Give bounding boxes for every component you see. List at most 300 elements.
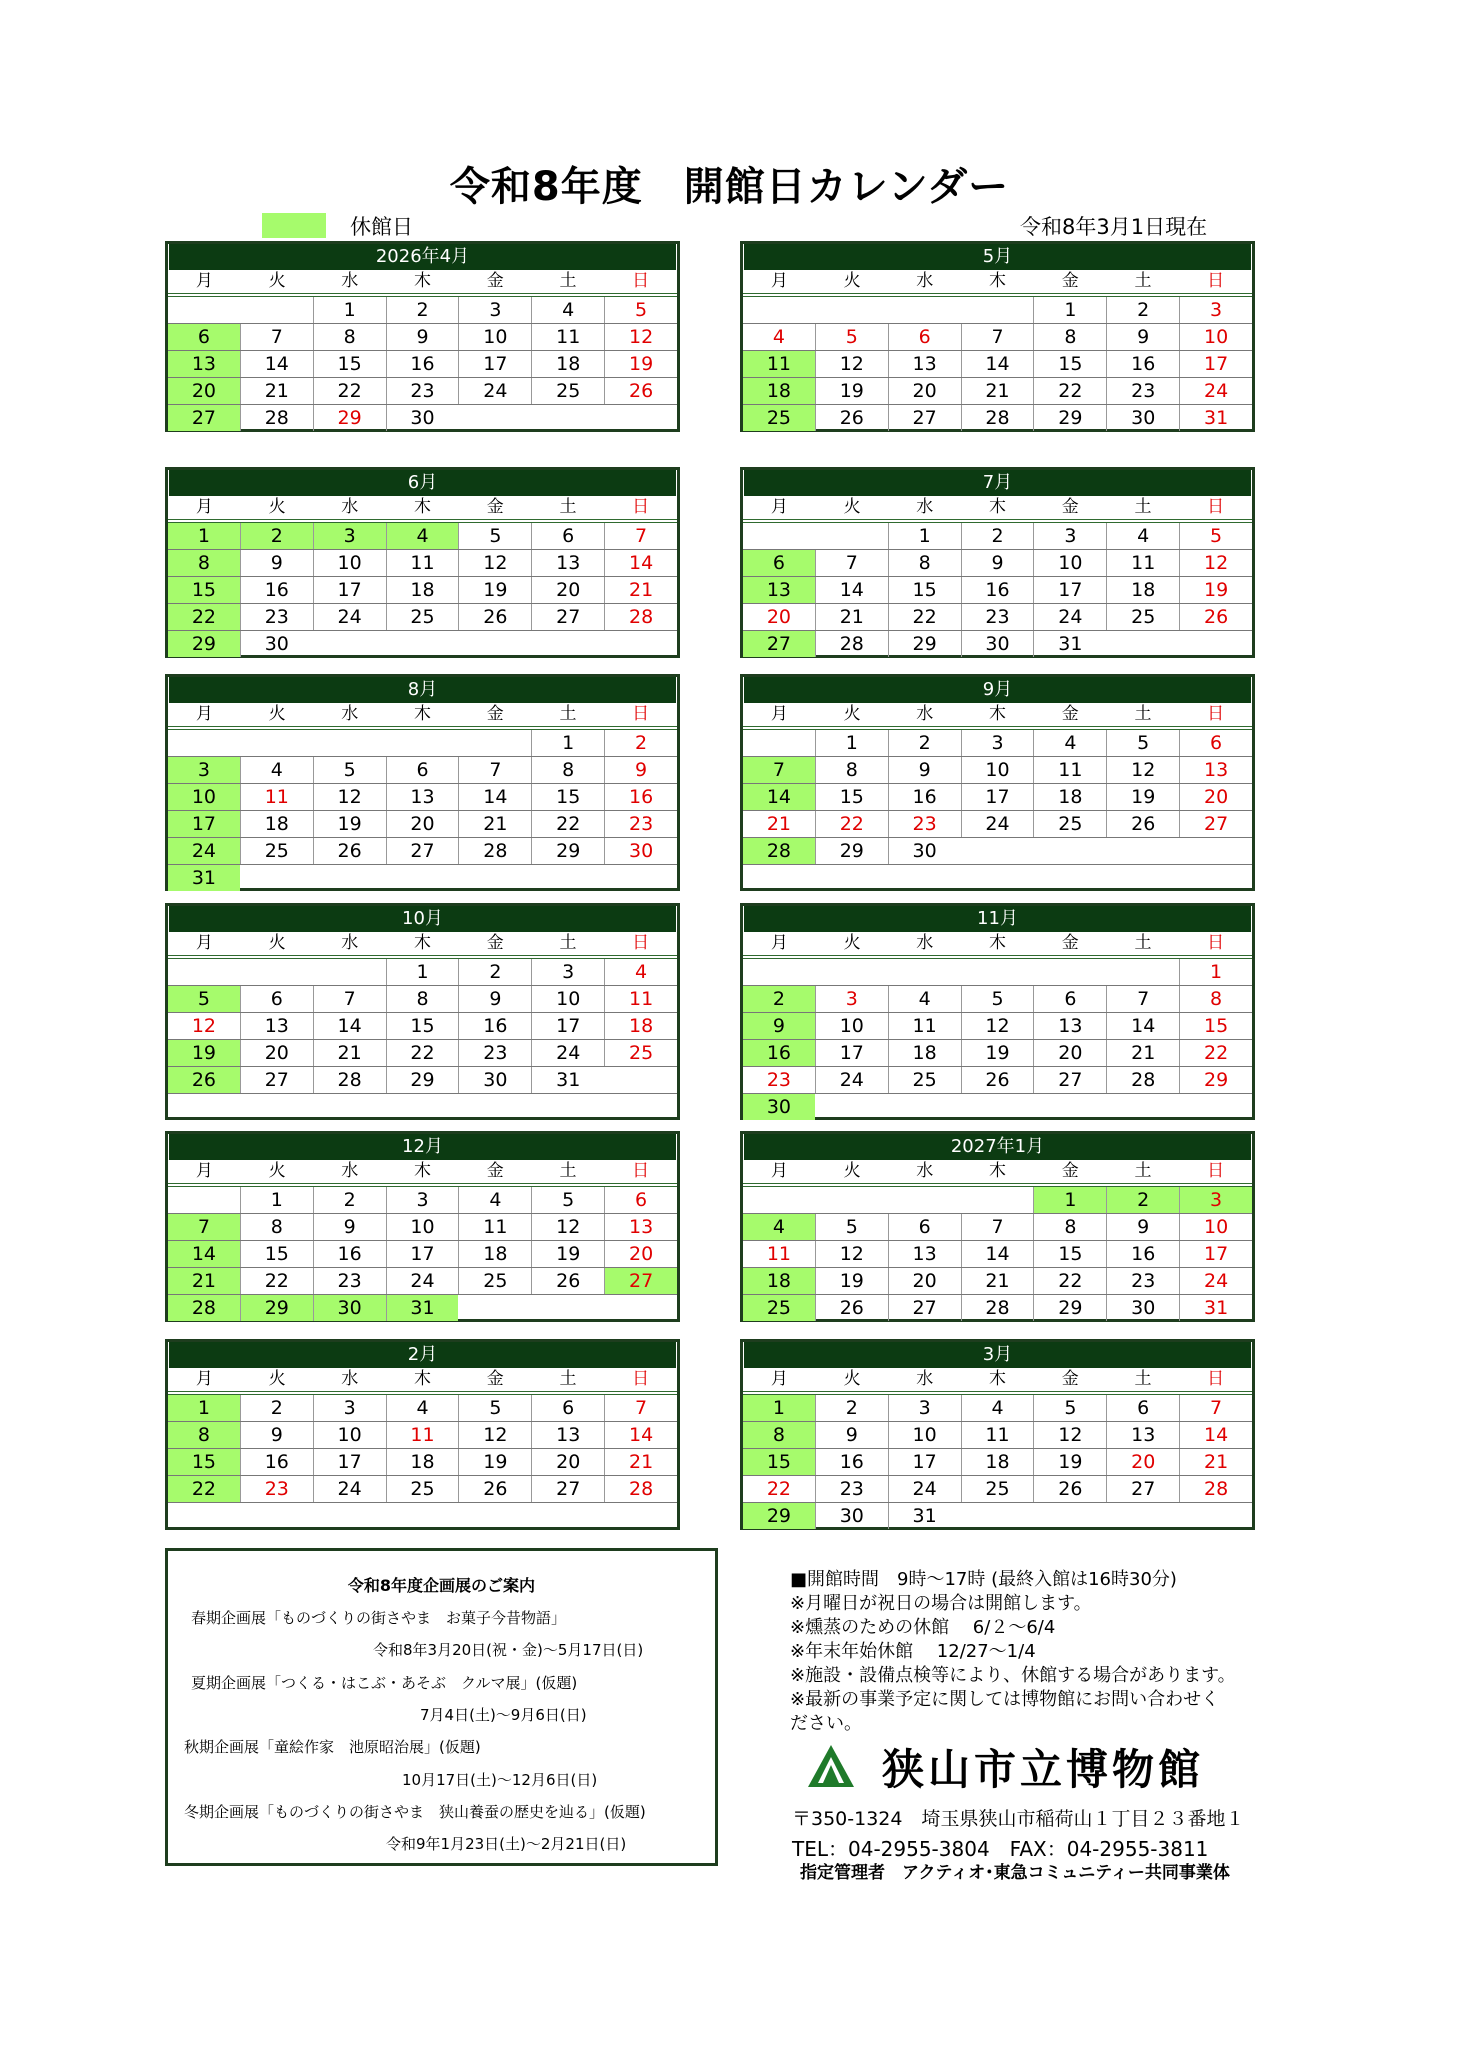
- day-cell: 27: [888, 405, 961, 431]
- day-cell: 30: [313, 1295, 386, 1321]
- weekday-label: 火: [843, 933, 861, 953]
- day-cell: 9: [458, 986, 531, 1012]
- day-cell: 8: [313, 324, 386, 350]
- weekday-label: 土: [1134, 497, 1152, 517]
- month-title: 9月: [744, 677, 1251, 703]
- day-cell: 5: [168, 986, 240, 1012]
- day-cell: 8: [531, 757, 604, 783]
- weekday-label: 月: [195, 271, 213, 291]
- day-cell: 12: [604, 324, 677, 350]
- day-cell: 16: [743, 1040, 815, 1066]
- museum-name: 狭山市立博物館: [882, 1745, 1205, 1794]
- day-cell: 5: [458, 523, 531, 549]
- day-cell: 13: [1106, 1422, 1179, 1448]
- empty-day-cell: [961, 1094, 1034, 1120]
- weekday-label: 水: [916, 497, 934, 517]
- note-item: ださい。: [790, 1713, 862, 1734]
- weekday-label: 日: [1207, 1161, 1225, 1181]
- weekday-label: 火: [268, 497, 286, 517]
- exhibition-winter-name: 冬期企画展「ものづくりの街さやま 狭山養蚕の歴史を辿る」(仮題): [184, 1803, 646, 1821]
- weekday-header: [168, 496, 677, 523]
- day-cell: 1: [168, 523, 240, 549]
- day-cell: 3: [313, 523, 386, 549]
- day-cell: 3: [313, 1395, 386, 1421]
- day-cell: 29: [743, 1503, 815, 1529]
- week-row: [168, 523, 677, 549]
- empty-day-cell: [961, 959, 1034, 985]
- weekday-label: 水: [916, 1369, 934, 1389]
- empty-day-cell: [604, 631, 677, 657]
- weekday-label: 水: [341, 704, 359, 724]
- day-cell: 20: [1033, 1040, 1106, 1066]
- day-cell: 9: [1106, 1214, 1179, 1240]
- day-cell: 25: [604, 1040, 677, 1066]
- day-cell: 22: [815, 811, 888, 837]
- empty-day-cell: [1106, 631, 1179, 657]
- week-row: [743, 1187, 1252, 1213]
- week-row: [168, 404, 677, 431]
- week-row: [168, 1213, 677, 1240]
- day-cell: 6: [1106, 1395, 1179, 1421]
- day-cell: 28: [240, 405, 313, 431]
- day-cell: 30: [604, 838, 677, 864]
- day-cell: 25: [1106, 604, 1179, 630]
- day-cell: 13: [386, 784, 459, 810]
- month-calendar: [740, 467, 1255, 658]
- day-cell: 9: [386, 324, 459, 350]
- empty-day-cell: [168, 297, 240, 323]
- day-cell: 1: [1033, 1187, 1106, 1213]
- day-cell: 18: [386, 577, 459, 603]
- day-cell: 22: [888, 604, 961, 630]
- day-cell: 1: [1033, 297, 1106, 323]
- day-cell: 25: [458, 1268, 531, 1294]
- empty-day-cell: [458, 631, 531, 657]
- day-cell: 6: [168, 324, 240, 350]
- empty-day-cell: [313, 959, 386, 985]
- day-cell: 24: [1033, 604, 1106, 630]
- day-cell: 24: [961, 811, 1034, 837]
- day-cell: 16: [240, 577, 313, 603]
- day-cell: 15: [168, 577, 240, 603]
- day-cell: 27: [386, 838, 459, 864]
- day-cell: 20: [888, 1268, 961, 1294]
- exhibition-autumn-dates: 10月17日(土)～12月6日(日): [402, 1771, 598, 1789]
- day-cell: 10: [1179, 1214, 1252, 1240]
- week-row: [743, 756, 1252, 783]
- empty-day-cell: [1106, 959, 1179, 985]
- empty-day-cell: [386, 1503, 459, 1529]
- day-cell: 29: [386, 1067, 459, 1093]
- weekday-header: [168, 932, 677, 959]
- day-cell: 23: [458, 1040, 531, 1066]
- weekday-label: 火: [268, 271, 286, 291]
- week-row: [743, 1066, 1252, 1093]
- day-cell: 5: [313, 757, 386, 783]
- day-cell: 20: [604, 1241, 677, 1267]
- day-cell: 12: [1106, 757, 1179, 783]
- day-cell: 11: [888, 1013, 961, 1039]
- empty-day-cell: [888, 959, 961, 985]
- day-cell: 10: [1179, 324, 1252, 350]
- week-row: [168, 985, 677, 1012]
- day-cell: 14: [313, 1013, 386, 1039]
- month-title: 5月: [744, 244, 1251, 270]
- day-cell: 8: [240, 1214, 313, 1240]
- week-row: [743, 323, 1252, 350]
- exhibition-summer-name: 夏期企画展「つくる・はこぶ・あそぶ クルマ展」(仮題): [191, 1674, 578, 1692]
- day-cell: 25: [743, 1295, 815, 1321]
- day-cell: 6: [240, 986, 313, 1012]
- day-cell: 29: [1179, 1067, 1252, 1093]
- empty-day-cell: [168, 1503, 240, 1529]
- day-cell: 19: [1179, 577, 1252, 603]
- weekday-header: [168, 1160, 677, 1187]
- day-cell: 16: [386, 351, 459, 377]
- weekday-label: 金: [486, 271, 504, 291]
- empty-day-cell: [1179, 838, 1252, 864]
- day-cell: 9: [313, 1214, 386, 1240]
- month-title: 11月: [744, 906, 1251, 932]
- day-cell: 11: [458, 1214, 531, 1240]
- day-cell: 5: [604, 297, 677, 323]
- day-cell: 15: [1033, 351, 1106, 377]
- day-cell: 31: [386, 1295, 459, 1321]
- empty-day-cell: [1106, 838, 1179, 864]
- day-cell: 13: [888, 1241, 961, 1267]
- day-cell: 4: [240, 757, 313, 783]
- empty-day-cell: [815, 1187, 888, 1213]
- day-cell: 24: [313, 604, 386, 630]
- day-cell: 12: [815, 1241, 888, 1267]
- empty-day-cell: [458, 730, 531, 756]
- weekday-label: 火: [268, 704, 286, 724]
- day-cell: 13: [604, 1214, 677, 1240]
- weekday-header: [743, 703, 1252, 730]
- day-cell: 20: [888, 378, 961, 404]
- empty-day-cell: [1033, 1503, 1106, 1529]
- week-row: [743, 1475, 1252, 1502]
- day-cell: 14: [604, 550, 677, 576]
- day-cell: 19: [458, 577, 531, 603]
- day-cell: 5: [961, 986, 1034, 1012]
- weekday-label: 金: [1061, 704, 1079, 724]
- day-cell: 10: [458, 324, 531, 350]
- empty-day-cell: [815, 959, 888, 985]
- month-calendar: [165, 1339, 680, 1530]
- day-cell: 2: [458, 959, 531, 985]
- day-cell: 21: [604, 1449, 677, 1475]
- day-cell: 13: [888, 351, 961, 377]
- month-title: 2027年1月: [744, 1134, 1251, 1160]
- month-calendar: [740, 1131, 1255, 1322]
- weekday-label: 木: [989, 1369, 1007, 1389]
- weekday-label: 日: [1207, 497, 1225, 517]
- month-title: 8月: [169, 677, 676, 703]
- day-cell: 30: [815, 1503, 888, 1529]
- day-cell: 26: [815, 1295, 888, 1321]
- week-row: [168, 1395, 677, 1421]
- day-cell: 15: [386, 1013, 459, 1039]
- weekday-label: 火: [843, 704, 861, 724]
- day-cell: 6: [1033, 986, 1106, 1012]
- day-cell: 26: [168, 1067, 240, 1093]
- day-cell: 6: [531, 523, 604, 549]
- day-cell: 21: [458, 811, 531, 837]
- museum-manager: 指定管理者 アクティオ･東急コミュニティー共同事業体: [800, 1863, 1230, 1883]
- weekday-label: 木: [414, 704, 432, 724]
- day-cell: 8: [168, 1422, 240, 1448]
- empty-day-cell: [604, 865, 677, 891]
- day-cell: 26: [1106, 811, 1179, 837]
- weekday-label: 月: [770, 1369, 788, 1389]
- weekday-label: 金: [486, 497, 504, 517]
- day-cell: 17: [313, 577, 386, 603]
- day-cell: 27: [888, 1295, 961, 1321]
- exhibition-spring-dates: 令和8年3月20日(祝・金)～5月17日(日): [373, 1641, 644, 1659]
- day-cell: 14: [240, 351, 313, 377]
- empty-day-cell: [168, 730, 240, 756]
- day-cell: 6: [604, 1187, 677, 1213]
- weekday-header: [743, 932, 1252, 959]
- week-row: [743, 730, 1252, 756]
- day-cell: 31: [1179, 1295, 1252, 1321]
- empty-day-cell: [743, 959, 815, 985]
- day-cell: 29: [1033, 1295, 1106, 1321]
- week-row: [168, 323, 677, 350]
- day-cell: 17: [961, 784, 1034, 810]
- day-cell: 17: [1179, 351, 1252, 377]
- day-cell: 11: [1106, 550, 1179, 576]
- week-row: [743, 1448, 1252, 1475]
- day-cell: 8: [168, 550, 240, 576]
- day-cell: 21: [766, 813, 792, 835]
- day-cell: 30: [1106, 1295, 1179, 1321]
- weekday-label: 金: [1061, 1161, 1079, 1181]
- day-cell: 26: [815, 405, 888, 431]
- day-cell: 29: [313, 405, 386, 431]
- day-cell: 22: [168, 604, 240, 630]
- empty-day-cell: [815, 865, 888, 891]
- weekday-header: [743, 1160, 1252, 1187]
- empty-day-cell: [313, 865, 386, 891]
- weekday-label: 金: [486, 704, 504, 724]
- day-cell: 7: [240, 324, 313, 350]
- day-cell: 23: [815, 1476, 888, 1502]
- week-row: [168, 549, 677, 576]
- day-cell: 27: [604, 1268, 677, 1294]
- day-cell: 26: [604, 378, 677, 404]
- day-cell: 29: [815, 838, 888, 864]
- day-cell: 22: [531, 811, 604, 837]
- week-row: [168, 1267, 677, 1294]
- day-cell: 19: [168, 1040, 240, 1066]
- day-cell: 2: [961, 523, 1034, 549]
- day-cell: 1: [815, 730, 888, 756]
- week-row: [168, 837, 677, 864]
- empty-day-cell: [743, 730, 815, 756]
- day-cell: 20: [386, 811, 459, 837]
- week-row: [168, 810, 677, 837]
- note-item: ※最新の事業予定に関しては博物館にお問い合わせく: [790, 1689, 1220, 1710]
- day-cell: 25: [888, 1067, 961, 1093]
- day-cell: 24: [888, 1476, 961, 1502]
- day-cell: 13: [531, 550, 604, 576]
- week-row: [168, 1039, 677, 1066]
- empty-day-cell: [604, 1295, 677, 1321]
- empty-day-cell: [168, 1094, 240, 1120]
- day-cell: 27: [531, 1476, 604, 1502]
- day-cell: 1: [240, 1187, 313, 1213]
- day-cell: 17: [815, 1040, 888, 1066]
- weekday-header: [168, 1368, 677, 1395]
- empty-day-cell: [888, 1187, 961, 1213]
- weekday-label: 木: [989, 497, 1007, 517]
- day-cell: 11: [766, 1243, 792, 1265]
- day-cell: 14: [743, 784, 815, 810]
- day-cell: 12: [458, 550, 531, 576]
- exhibition-spring-name: 春期企画展「ものづくりの街さやま お菓子今昔物語」: [191, 1609, 567, 1627]
- day-cell: 28: [961, 1295, 1034, 1321]
- week-row: [743, 1395, 1252, 1421]
- weekday-label: 水: [916, 271, 934, 291]
- day-cell: 24: [531, 1040, 604, 1066]
- empty-day-cell: [604, 1067, 677, 1093]
- empty-day-cell: [1033, 959, 1106, 985]
- empty-day-cell: [531, 631, 604, 657]
- day-cell: 12: [1179, 550, 1252, 576]
- day-cell: 21: [815, 604, 888, 630]
- day-cell: 26: [1033, 1476, 1106, 1502]
- weekday-label: 金: [1061, 497, 1079, 517]
- day-cell: 30: [888, 838, 961, 864]
- day-cell: 7: [1179, 1395, 1252, 1421]
- day-cell: 9: [240, 550, 313, 576]
- day-cell: 12: [191, 1015, 217, 1037]
- day-cell: 19: [815, 378, 888, 404]
- day-cell: 24: [815, 1067, 888, 1093]
- day-cell: 3: [961, 730, 1034, 756]
- day-cell: 5: [1106, 730, 1179, 756]
- week-row: [743, 810, 1252, 837]
- day-cell: 13: [531, 1422, 604, 1448]
- day-cell: 30: [743, 1094, 815, 1120]
- day-cell: 10: [313, 550, 386, 576]
- month-title: 7月: [744, 470, 1251, 496]
- day-cell: 2: [1106, 1187, 1179, 1213]
- weekday-header: [743, 496, 1252, 523]
- day-cell: 21: [604, 577, 677, 603]
- day-cell: 19: [531, 1241, 604, 1267]
- empty-day-cell: [531, 405, 604, 431]
- week-row: [743, 1012, 1252, 1039]
- weekday-label: 木: [414, 271, 432, 291]
- day-cell: 28: [604, 1476, 677, 1502]
- weekday-label: 土: [559, 271, 577, 291]
- day-cell: 9: [888, 757, 961, 783]
- day-cell: 1: [743, 1395, 815, 1421]
- weekday-label: 金: [486, 1369, 504, 1389]
- day-cell: 31: [531, 1067, 604, 1093]
- day-cell: 7: [458, 757, 531, 783]
- day-cell: 20: [531, 577, 604, 603]
- day-cell: 8: [815, 757, 888, 783]
- week-row: [743, 1267, 1252, 1294]
- week-row: [743, 576, 1252, 603]
- day-cell: 20: [766, 606, 792, 628]
- day-cell: 26: [1179, 604, 1252, 630]
- week-row: [168, 730, 677, 756]
- day-cell: 4: [386, 523, 459, 549]
- day-cell: 17: [386, 1241, 459, 1267]
- week-row: [743, 549, 1252, 576]
- day-cell: 29: [168, 631, 240, 657]
- week-row: [168, 1240, 677, 1267]
- week-row: [168, 350, 677, 377]
- weekday-label: 木: [414, 933, 432, 953]
- day-cell: 6: [888, 1214, 961, 1240]
- note-item: ■開館時間 9時～17時 (最終入館は16時30分): [790, 1569, 1177, 1590]
- empty-day-cell: [815, 523, 888, 549]
- day-cell: 21: [1179, 1449, 1252, 1475]
- month-title: 12月: [169, 1134, 676, 1160]
- empty-day-cell: [531, 1094, 604, 1120]
- day-cell: 31: [168, 865, 240, 891]
- day-cell: 30: [1106, 405, 1179, 431]
- day-cell: 15: [531, 784, 604, 810]
- month-calendar: [165, 674, 680, 891]
- day-cell: 21: [313, 1040, 386, 1066]
- empty-day-cell: [313, 631, 386, 657]
- day-cell: 5: [1033, 1395, 1106, 1421]
- weekday-label: 水: [341, 1369, 359, 1389]
- weekday-label: 日: [632, 1369, 650, 1389]
- day-cell: 12: [961, 1013, 1034, 1039]
- day-cell: 24: [313, 1476, 386, 1502]
- week-row: [168, 959, 677, 985]
- empty-day-cell: [531, 1503, 604, 1529]
- day-cell: 7: [743, 757, 815, 783]
- day-cell: 23: [386, 378, 459, 404]
- page-title: 令和8年度 開館日カレンダー: [449, 164, 1010, 210]
- day-cell: 11: [240, 784, 313, 810]
- week-row: [743, 404, 1252, 431]
- weekday-label: 水: [341, 497, 359, 517]
- week-row: [743, 1240, 1252, 1267]
- weekday-label: 水: [916, 1161, 934, 1181]
- day-cell: 18: [240, 811, 313, 837]
- day-cell: 26: [458, 1476, 531, 1502]
- weekday-label: 金: [1061, 1369, 1079, 1389]
- day-cell: 6: [531, 1395, 604, 1421]
- month-title: 2026年4月: [169, 244, 676, 270]
- day-cell: 10: [961, 757, 1034, 783]
- day-cell: 13: [1179, 757, 1252, 783]
- day-cell: 26: [458, 604, 531, 630]
- day-cell: 29: [888, 631, 961, 657]
- weekday-label: 月: [195, 497, 213, 517]
- empty-day-cell: [168, 959, 240, 985]
- empty-day-cell: [240, 1503, 313, 1529]
- day-cell: 26: [313, 838, 386, 864]
- day-cell: 28: [815, 631, 888, 657]
- weekday-label: 月: [770, 271, 788, 291]
- week-row: [743, 783, 1252, 810]
- weekday-label: 日: [1207, 1369, 1225, 1389]
- exhibition-winter-dates: 令和9年1月23日(土)～2月21日(日): [386, 1835, 627, 1853]
- day-cell: 10: [1033, 550, 1106, 576]
- day-cell: 17: [531, 1013, 604, 1039]
